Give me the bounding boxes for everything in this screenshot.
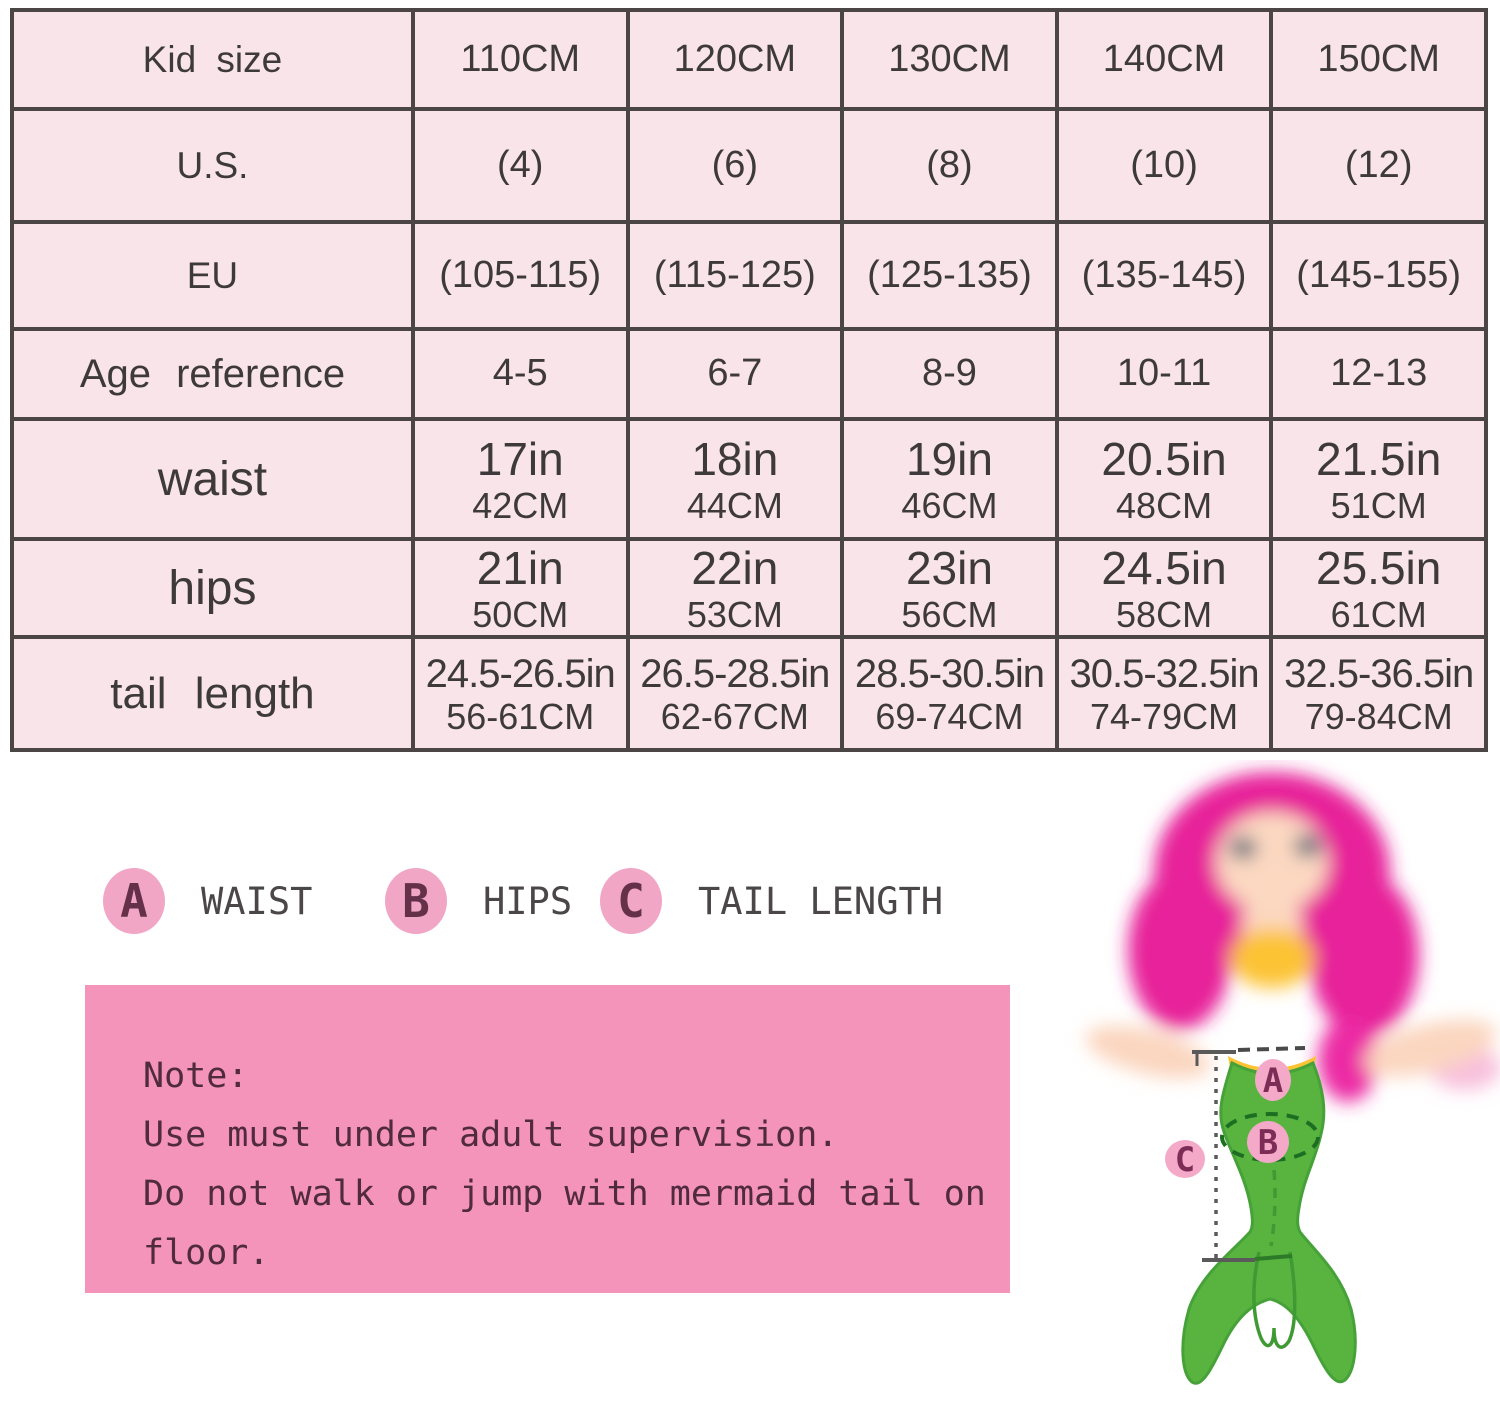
table-cell <box>842 222 1057 329</box>
table-cell <box>1271 329 1486 419</box>
cell-value-cm: 51CM <box>1330 484 1427 526</box>
diagram-marker-b: B <box>1257 1123 1279 1163</box>
marker-b-badge <box>385 868 447 934</box>
table-cell <box>628 109 843 222</box>
row-label: hips <box>12 539 413 637</box>
cell-value: (145-155) <box>1296 253 1462 296</box>
legend-item-hips <box>385 868 572 934</box>
cell-value: 12-13 <box>1330 352 1428 395</box>
cell-value: 17in <box>476 432 564 485</box>
cell-value: (135-145) <box>1081 253 1247 296</box>
note-line-title: Note: <box>143 1056 249 1096</box>
table-cell <box>1057 637 1272 750</box>
table-cell <box>842 637 1057 750</box>
table-cell <box>1271 637 1486 750</box>
table-cell <box>842 329 1057 419</box>
cell-value-cm: 44CM <box>686 484 783 526</box>
marker-c-letter: C <box>617 874 645 928</box>
cell-value: 28.5-30.5in <box>854 651 1045 696</box>
table-cell <box>1057 539 1272 637</box>
cell-value: 140CM <box>1102 37 1226 80</box>
table-cell <box>1057 10 1272 109</box>
table-cell <box>628 222 843 329</box>
mermaid-tail <box>1183 1063 1355 1383</box>
marker-a-badge <box>103 868 165 934</box>
table-cell <box>413 10 628 109</box>
table-cell <box>628 10 843 109</box>
cell-value-cm: 62-67CM <box>660 695 809 737</box>
cell-value: (12) <box>1344 143 1413 186</box>
marker-c-badge <box>600 868 662 934</box>
cell-value: 24.5-26.5in <box>425 651 615 696</box>
cell-value-cm: 56-61CM <box>446 695 595 737</box>
cell-value-cm: 74-79CM <box>1090 695 1239 737</box>
cell-value: 150CM <box>1317 37 1440 80</box>
mermaid-illustration <box>1040 760 1500 1400</box>
cell-value: 130CM <box>888 37 1011 80</box>
table-cell <box>413 109 628 222</box>
cell-value-cm: 48CM <box>1116 484 1213 526</box>
cell-value: 19in <box>905 432 993 485</box>
row-label: waist <box>12 419 413 539</box>
table-cell <box>413 637 628 750</box>
table-cell <box>413 329 628 419</box>
cell-value-cm: 42CM <box>472 484 569 526</box>
table-cell <box>628 419 843 539</box>
row-label: tail length <box>12 637 413 750</box>
table-row <box>12 539 1486 637</box>
table-cell <box>628 329 843 419</box>
cell-value: (8) <box>926 143 973 186</box>
cell-value: (4) <box>497 143 544 186</box>
note-line-1: Use must under adult supervision. <box>143 1115 839 1155</box>
cell-value: 26.5-28.5in <box>640 651 830 696</box>
legend-label-hips: HIPS <box>483 879 573 923</box>
cell-value: (105-115) <box>439 253 602 296</box>
yellow-top <box>1230 928 1314 988</box>
legend-label-waist: WAIST <box>201 879 313 923</box>
legend-item-tail-length <box>600 868 943 934</box>
cell-value: (10) <box>1130 143 1198 186</box>
table-cell <box>842 10 1057 109</box>
cell-value: (6) <box>711 143 759 186</box>
cell-value: (115-125) <box>653 253 816 296</box>
legend-label-tail-length: TAIL LENGTH <box>698 879 944 923</box>
cell-value-cm: 56CM <box>901 593 998 635</box>
table-cell <box>842 109 1057 222</box>
size-chart-table-body <box>12 10 1486 750</box>
table-cell <box>628 539 843 637</box>
diagram-marker-a: A <box>1262 1061 1284 1101</box>
marker-a-letter: A <box>120 874 148 928</box>
table-row <box>12 109 1486 222</box>
table-cell <box>1057 329 1272 419</box>
table-cell <box>1271 10 1486 109</box>
mermaid-blurred-figure <box>1081 772 1500 1102</box>
table-cell <box>413 222 628 329</box>
table-cell <box>413 539 628 637</box>
hair-right-lobe <box>1309 873 1419 1037</box>
table-cell <box>1057 222 1272 329</box>
cell-value: 4-5 <box>492 352 548 395</box>
cell-value: 6-7 <box>707 352 763 395</box>
cell-value: 20.5in <box>1101 432 1227 485</box>
table-cell <box>1271 419 1486 539</box>
size-chart-table <box>10 8 1488 752</box>
cell-value: 21.5in <box>1316 432 1442 485</box>
table-cell <box>1271 222 1486 329</box>
legend-item-waist <box>103 868 312 934</box>
table-cell <box>1057 419 1272 539</box>
cell-value: 32.5-36.5in <box>1284 651 1474 696</box>
table-cell <box>1057 109 1272 222</box>
cell-value-cm: 58CM <box>1116 593 1213 635</box>
cell-value-cm: 69-74CM <box>875 695 1024 737</box>
cell-value: 25.5in <box>1316 541 1442 594</box>
table-cell <box>842 419 1057 539</box>
diagram-marker-c: C <box>1174 1140 1196 1180</box>
table-row <box>12 329 1486 419</box>
cell-value-cm: 46CM <box>901 484 998 526</box>
left-eye <box>1229 837 1257 859</box>
cell-value: 24.5in <box>1101 541 1227 594</box>
cell-value: 110CM <box>460 37 581 80</box>
cell-value-cm: 61CM <box>1330 593 1427 635</box>
cell-value: 22in <box>691 541 779 594</box>
cell-value: 21in <box>476 541 564 594</box>
cell-value: 30.5-32.5in <box>1069 651 1259 696</box>
marker-b-letter: B <box>402 874 430 928</box>
table-row <box>12 222 1486 329</box>
hair-left-lobe <box>1128 870 1232 1030</box>
note-box <box>85 985 1010 1293</box>
table-row <box>12 637 1486 750</box>
row-label: Kid size <box>12 10 413 109</box>
table-cell <box>628 637 843 750</box>
cell-value: 18in <box>691 432 779 485</box>
cell-value: 120CM <box>673 37 797 80</box>
cell-value-cm: 53CM <box>686 593 783 635</box>
note-line-2: Do not walk or jump with mermaid tail on <box>143 1174 986 1214</box>
cell-value: 23in <box>905 541 993 594</box>
cell-value: 10-11 <box>1116 352 1212 395</box>
table-cell <box>413 419 628 539</box>
measurement-legend <box>0 868 1040 940</box>
cell-value: (125-135) <box>867 253 1032 296</box>
cell-value-cm: 50CM <box>472 593 569 635</box>
table-cell <box>842 539 1057 637</box>
row-label: U.S. <box>12 109 413 222</box>
waist-line-dashed <box>1238 1048 1305 1050</box>
table-row <box>12 10 1486 109</box>
note-line-3: floor. <box>143 1233 270 1273</box>
table-row <box>12 419 1486 539</box>
cell-value-cm: 79-84CM <box>1304 695 1453 737</box>
row-label: Age reference <box>12 329 413 419</box>
cell-value: 8-9 <box>921 352 977 395</box>
row-label: EU <box>12 222 413 329</box>
table-cell <box>1271 539 1486 637</box>
mermaid-diagram-svg <box>1040 760 1500 1400</box>
right-eye <box>1294 835 1322 857</box>
table-cell <box>1271 109 1486 222</box>
